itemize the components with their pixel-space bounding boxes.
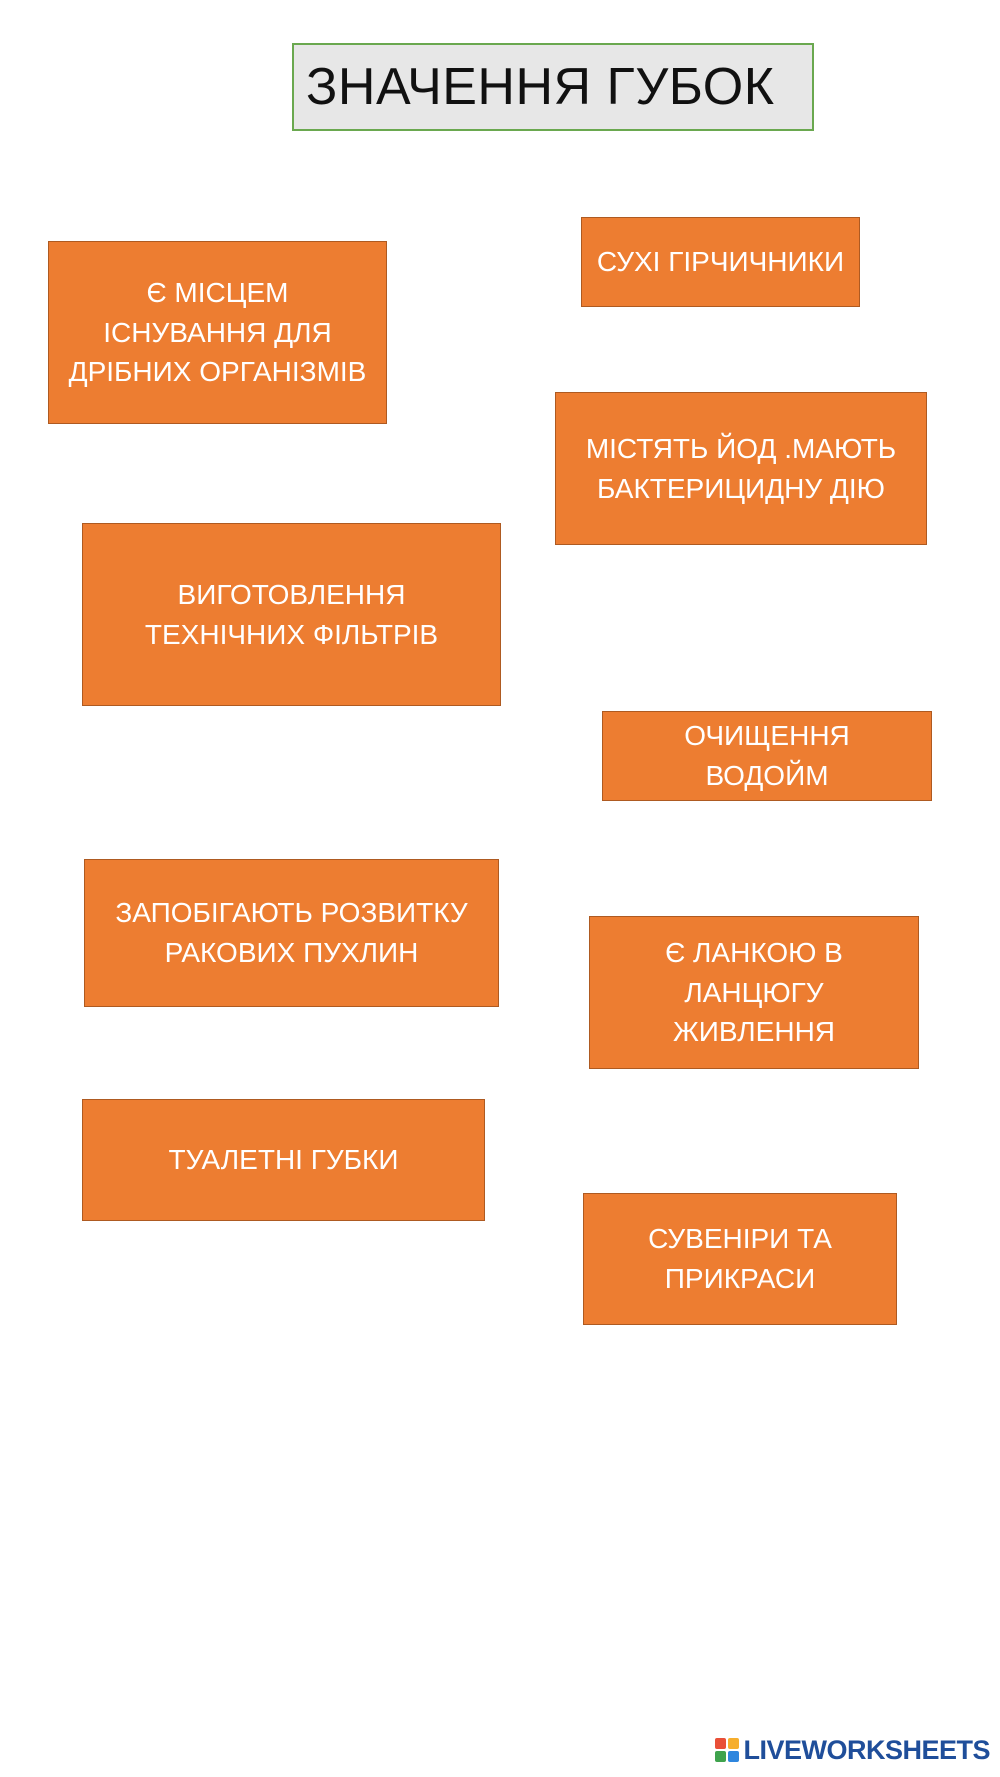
answer-card-mustard[interactable]: СУХІ ГІРЧИЧНИКИ — [581, 217, 860, 307]
answer-card-food-chain[interactable]: Є ЛАНКОЮ В ЛАНЦЮГУ ЖИВЛЕННЯ — [589, 916, 919, 1069]
liveworksheets-logo — [715, 1735, 990, 1765]
page-title-box — [292, 43, 814, 131]
answer-card-souvenirs[interactable]: СУВЕНІРИ ТА ПРИКРАСИ — [583, 1193, 897, 1325]
answer-card-iodine[interactable]: МІСТЯТЬ ЙОД .МАЮТЬ БАКТЕРИЦИДНУ ДІЮ — [555, 392, 927, 545]
answer-card-toilet[interactable]: ТУАЛЕТНІ ГУБКИ — [82, 1099, 485, 1221]
answer-card-filters[interactable]: ВИГОТОВЛЕННЯ ТЕХНІЧНИХ ФІЛЬТРІВ — [82, 523, 501, 706]
logo-grid-icon — [715, 1738, 739, 1762]
logo-square-icon — [715, 1738, 726, 1749]
answer-card-cleaning[interactable]: ОЧИЩЕННЯ ВОДОЙМ — [602, 711, 932, 801]
answer-card-cancer[interactable]: ЗАПОБІГАЮТЬ РОЗВИТКУ РАКОВИХ ПУХЛИН — [84, 859, 499, 1007]
page-title: ЗНАЧЕННЯ ГУБОК — [306, 58, 775, 116]
logo-square-icon — [715, 1751, 726, 1762]
logo-square-icon — [728, 1751, 739, 1762]
logo-square-icon — [728, 1738, 739, 1749]
answer-card-habitat[interactable]: Є МІСЦЕМ ІСНУВАННЯ ДЛЯ ДРІБНИХ ОРГАНІЗМІВ — [48, 241, 387, 424]
logo-text: LIVEWORKSHEETS — [743, 1734, 990, 1765]
